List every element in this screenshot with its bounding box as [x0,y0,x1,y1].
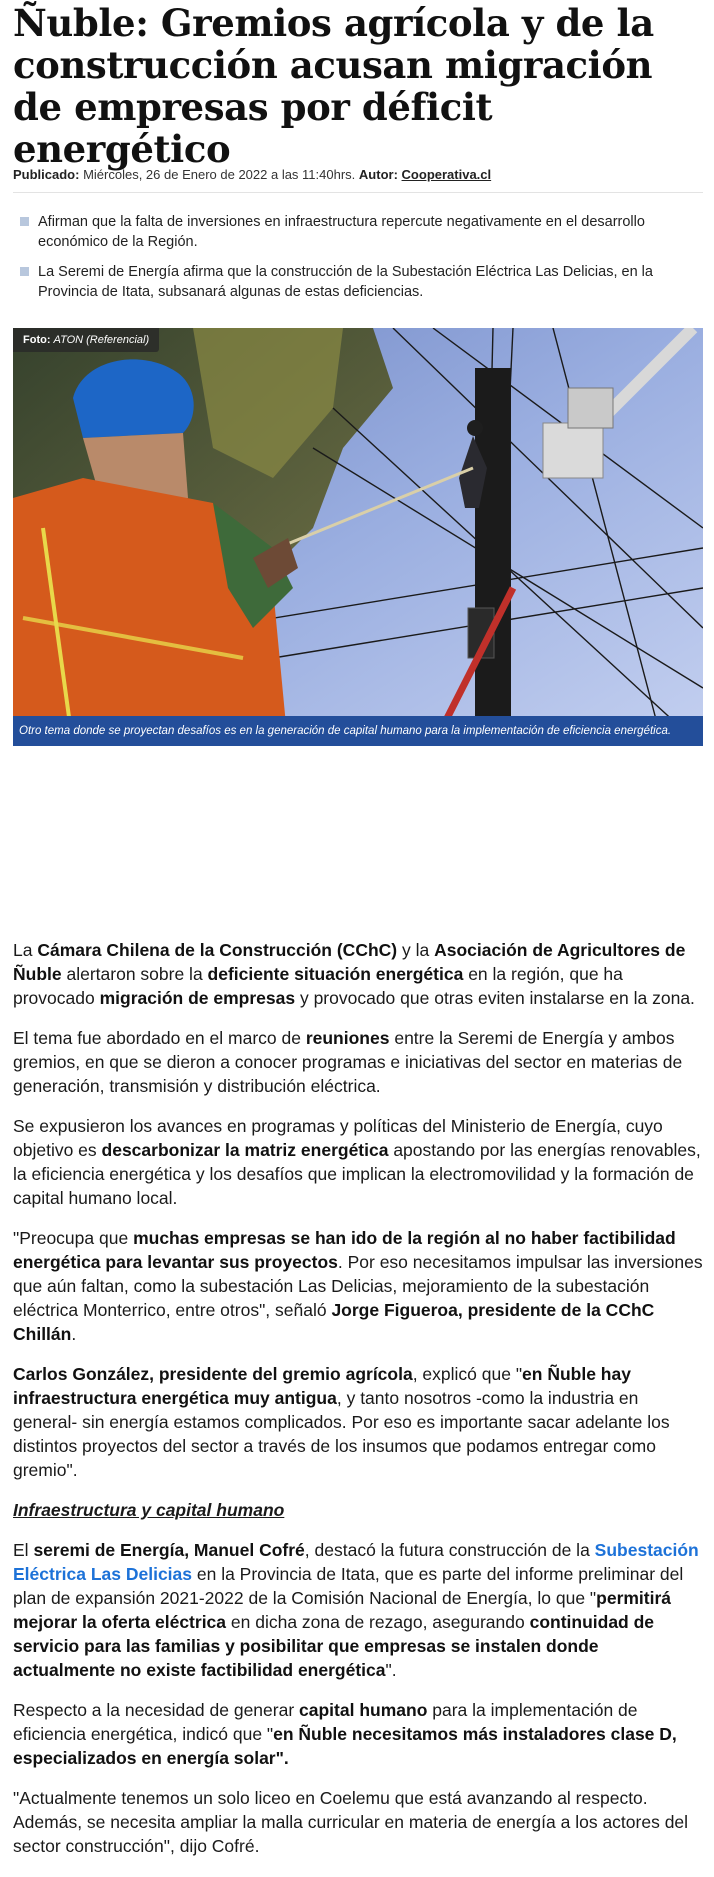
paragraph: "Actualmente tenemos un solo liceo en Coelemu que está avanzando al respecto. Además, se necesita ampliar la malla curricular en materia de energía a los actores del sector construcción", dijo Cofré. [13,1788,689,1856]
author-label: Autor: [358,167,398,182]
summary-item [20,262,680,302]
paragraph: Se expusieron los avances en programas y políticas del Ministerio de Energía, cuyo objetivo es descarbonizar la matriz energética apostando por las energías renovables, la eficiencia energética y los desafíos que implican la electromovilidad y la formación de capital humano local. [13,1116,701,1208]
photo-illustration [13,328,703,746]
paragraph: Carlos González, presidente del gremio agrícola, explicó que "en Ñuble hay infraestructura energética muy antigua, y tanto nosotros -como la industria en general- sin energía estamos complicados. Por eso es importante sacar adelante los distintos proyectos del sector a través de los insumos que podamos entregar como gremio". [13,1364,670,1480]
paragraph: "Preocupa que muchas empresas se han ido de la región al no haber factibilidad energética para levantar sus proyectos. Por eso necesitamos impulsar las inversiones que aún faltan, como la subestación Las Delicias, mejoramiento de la subestación eléctrica Monterrico, entre otros", señaló Jorge Figueroa, presidente de la CChC Chillán. [13,1228,703,1344]
article-meta [13,166,703,184]
summary-list [20,212,680,312]
article-photo [13,328,703,746]
paragraph: Respecto a la necesidad de generar capital humano para la implementación de eficiencia energética, indicó que "en Ñuble necesitamos más instaladores clase D, especializados en energía solar". [13,1700,677,1768]
photo-caption: Otro tema donde se proyectan desafíos es en la generación de capital humano para la implementación de eficiencia energética. [13,716,703,746]
paragraph: El tema fue abordado en el marco de reuniones entre la Seremi de Energía y ambos gremios, en que se dieron a conocer programas e iniciativas del sector en materias de generación, transmisión y distribución eléctrica. [13,1028,683,1096]
summary-item [20,212,680,252]
article-body [13,938,705,1874]
paragraph: La Cámara Chilena de la Construcción (CChC) y la Asociación de Agricultores de Ñuble alertaron sobre la deficiente situación energética en la región, que ha provocado migración de empresas y provocado que otras eviten instalarse en la zona. [13,940,695,1008]
summary-text: Afirman que la falta de inversiones en infraestructura repercute negativamente en el desarrollo económico de la Región. [38,214,645,250]
photo-credit [13,328,159,352]
summary-text: La Seremi de Energía afirma que la construcción de la Subestación Eléctrica Las Delicias, en la Provincia de Itata, subsanará algunas de estas deficiencias. [38,264,653,300]
paragraph: El seremi de Energía, Manuel Cofré, destacó la futura construcción de la Subestación Eléctrica Las Delicias en la Provincia de Itata, que es parte del informe preliminar del plan de expansión 2021-2022 de la Comisión Nacional de Energía, lo que "permitirá mejorar la oferta eléctrica en dicha zona de rezago, asegurando continuidad de servicio para las familias y posibilitar que empresas se instalen donde actualmente no existe factibilidad energética". [13,1540,699,1680]
author-link[interactable]: Cooperativa.cl [401,167,492,182]
subestacion-link[interactable]: Subestación Eléctrica Las Delicias [13,1540,699,1584]
published-date: Miércoles, 26 de Enero de 2022 a las 11:40hrs. [83,167,356,182]
section-subheading: Infraestructura y capital humano [13,1500,285,1520]
meta-divider [13,192,703,193]
photo-credit-label: Foto: [23,334,51,346]
bullet-square-icon [20,267,29,276]
bullet-square-icon [20,217,29,226]
published-label: Publicado: [13,167,80,182]
article-headline: Ñuble: Gremios agrícola y de la construcción acusan migración de empresas por déficit energético [13,1,654,171]
photo-credit-value: ATON (Referencial) [53,334,150,346]
